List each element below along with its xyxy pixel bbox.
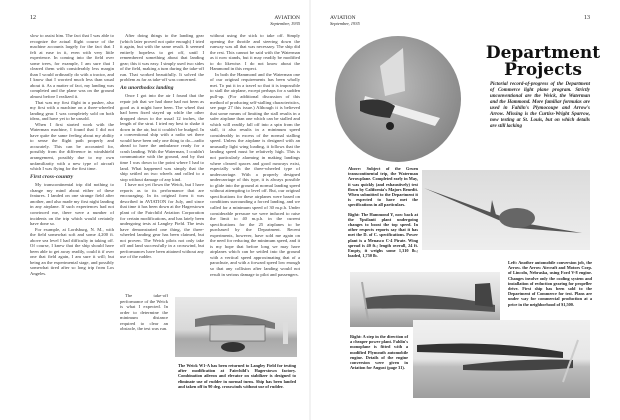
airplane-illustration (175, 297, 297, 357)
paragraph: That was my first flight in a pusher, also my first with a machine on a three-wheeled landing gear. I was completely sold on both ideas, and have yet to be unsold. (30, 99, 114, 122)
paragraph: I have not yet flown the Weick, but I have reports as to its performance that are encouraging. In its original form it was described in AVIATION for July, and since that time it has been down at the Hagerstown plant of the Fairchild Aviation Corporation for certain modifications, and has lately been undergoing tests at Langley Field. The tests have demonstrated one thing, the three-wheeled landing gear has been claimed, but not proven. The Weick pilots not only take off and land successfully in a crosswind, but performances have been attained without any use of the rudder. (120, 182, 204, 260)
paragraph: After doing things to the landing gear (which later proved not quite enough) I tried it again, but with the same result. It seemed entirely hopeless to get off, until I remembered something about that landing gear; this it was easy. I simply used two sides of the field, making a turn during the take-off run. That worked beautifully. It solved the problem as far as take-off was concerned. (120, 33, 204, 83)
airplane-illustration (413, 320, 590, 398)
paragraph: without using the stick to take off. Simply opening the throttle and steering down the runway was all that was necessary. The ship did the rest. This cannot be said with the Waterman as it now stands, but it may readily be modified to do likewise. I do not know about the Hammond in this respect. (210, 33, 300, 72)
column-3 (210, 33, 300, 288)
paragraph: Once I got into the air I found that the repair job that we had done had not been as good as it might have been. The wheel that had been fixed stayed up while the other dropped down to the usual 12 inches, the length of the strut. I tried my best to shake it down in the air, but it couldn't be budged. In a conventional ship with a radio set there would have been only one thing to do—radio ahead to have the ambulance ready for a crash landing. With the Waterman, I couldn't communicate with the ground, and by that time I was down to the point where I had to land. What happened was simply that the ship settled on two wheels and rolled to a stop without damage of any kind. (120, 93, 204, 182)
weick-caption: The Weick W1-A has been returned to Langley Field for testing after modification at Fairchild's Hagerstown factory. Combination aileron and elevator on stabilizer is designed to eliminate use of rudder in normal turns. Ship has been landed and taken off in 90 deg. crosswinds without use of rudder. (178, 363, 296, 389)
article-deck: Pictorial record-of-progress of the Department of Commerce light plane program. Strictly unconventional are the Weick, the Waterman and the Hammond. More familiar formulas are used in Fahlin's Plymocoupe and Arrow's Arrow. Missing is the Curtiss-Wright Sparrow, now testing at St. Louis, but on which details are still lacking (490, 82, 590, 129)
paragraph: When I first started work with the Waterman machine, I found that I did not have quite the same feeling about my ability to sense the flight path properly and accurately. This can be accounted for, possibly from the difference in windshield arrangement, possibly due to my own unfamiliarity with a new type of aircraft which I was flying for the first time. (30, 121, 114, 172)
waterman-caption: Above: Subject of the Gruen transcontinental trip, the Waterman Arrowplane. Completed early in May, it was quickly (and exhaustively) test flown by California's Majors Benedit. When submitted to the Department it is expected to have met the specifications in all particulars. (348, 166, 418, 208)
title-line: Department (485, 43, 601, 63)
paragraph: slow to assist him. The fact that I was able to recognize the actual flight course of the machine accounts largely for the fact that I felt at ease in it, even with very little experience. In coming into the field over some trees, for example, I am sure that I cleared them with considerably less margin than I would ordinarily do with a tractor, and I know that I worried much less than usual about it. As a matter of fact, my landing was completed and the plane was on the ground almost before I realized it. (30, 33, 114, 100)
paragraph: For example, at Lordsburg, N. M., with the field somewhat soft and some 4,200 ft. above sea level I had difficulty in taking off. Of course, I knew that the ship should have been able to get away readily, could it if over one that field again, I am sure it will; but being an the experimental stage, and possibly somewhat tired after so long trip from Los Angeles. (30, 226, 114, 276)
magazine-name: AVIATION (274, 15, 300, 21)
airplane-illustration (350, 272, 500, 327)
magazine-name: AVIATION (330, 15, 356, 21)
hammond-caption: Right: The Hammond Y, now back at the Ypsilanti plant undergoing changes to boost the top speed. In other respects reports say that it has met the D. of C. specifications. Power plant is a Menasco C-4 Pirate. Wing spread is 40 ft.; length overall, 24 ft. Empty, it weighs some 1,310 lb.; loaded, 1,750 lb. (348, 211, 418, 259)
paragraph: In both the Hammond and the Waterman one of our original requirements has been wholly met. To put it in a travel so that it is impossible to stall the airplane, except perhaps for a sudden pull-up. (For additional discussion of this method of producing self-stalling characteristics, see page 27 this issue.) Although it is believed that some means of limiting the stall results in a safer airplane than one which can be stalled and which will readily fall off into a spin from the stall, it also results in a minimum speed considerably in excess of the normal stalling speed. Unless the airplane is designed with an unusually light wing loading, it follows that the landing speed must be relatively high. This is not particularly alarming in making landings where cleared spaces and good runways exist, especially with the three-wheeled type of undercarriage. With a properly designed undercarriage of this type, it is always possible to glide into the ground at normal landing speed without attempting to level off. But, our original specifications for these airplanes were based on conditions surrounding a forced landing, and we called for a minimum speed of 30 m.p.h. Under considerable pressure we were induced to raise the limit to 40 m.p.h. in the current specifications for the 25 airplanes to be purchased by the Department. Recent experiments, however, have sold me again on the need for reducing the minimum speed, and it is my hope that before long we may have airplanes which can be settled into the ground with a vertical speed approximating that of a parachute, and with a forward speed low enough so that any collision after landing would not result in serious damage to pilot and passengers. (210, 71, 300, 277)
column-2-continued (120, 293, 168, 413)
section-heading: An unorthodox landing (120, 84, 174, 91)
paragraph: The take-off performance of the Weick is what I expected. In order to determine the minimum distance required to clear an obstacle, the test was run. (120, 293, 168, 332)
caption-stack (348, 166, 418, 258)
column-1 (30, 33, 114, 413)
airplane-illustration (422, 170, 590, 250)
page-gutter (309, 0, 311, 420)
right-masthead (330, 15, 410, 27)
arrow-photo (350, 272, 500, 327)
left-masthead (220, 15, 300, 27)
left-page-number: 12 (30, 15, 36, 21)
issue-date: September, 1935 (330, 21, 360, 26)
waterman-circle-photo (335, 36, 461, 162)
article-title (478, 45, 608, 79)
column-2 (120, 33, 204, 289)
fahlin-photo (413, 320, 590, 398)
right-page-number: 13 (584, 15, 590, 21)
section-heading: First cross-country (30, 173, 74, 180)
airplane-illustration (335, 36, 461, 162)
weick-photo (175, 297, 297, 357)
hammond-photo (422, 170, 590, 250)
arrow-caption: Left: Another automobile conversion job, the Arrow. the Arrow Aircraft and Motors Corp. of Lincoln, Nebraska, using Ford V-8 engine. Changes involve only the cooling system and installation of reduction gearing for propeller drive. First ship has been sold to the Department of Commerce for test. Plans are under way for commercial production at a price in the neighborhood of $1,500. (508, 260, 592, 307)
title-line: Projects (504, 60, 582, 80)
fahlin-caption: Right: A step in the direction of a cheaper power plant. Fahlin's monoplane is fitted with a modified Plymouth automobile engine. Details of the engine conversion were given in Aviation for August (page 31). (350, 334, 408, 371)
paragraph: My transcontinental trip did nothing to change my mind about either of these features. I landed on one strange field after another, and also made my first night landing in any airplane. If such experiences had not convinced me, there were a number of incidents on the trip which would certainly have done so. (30, 182, 114, 227)
issue-date: September, 1935 (270, 21, 300, 26)
